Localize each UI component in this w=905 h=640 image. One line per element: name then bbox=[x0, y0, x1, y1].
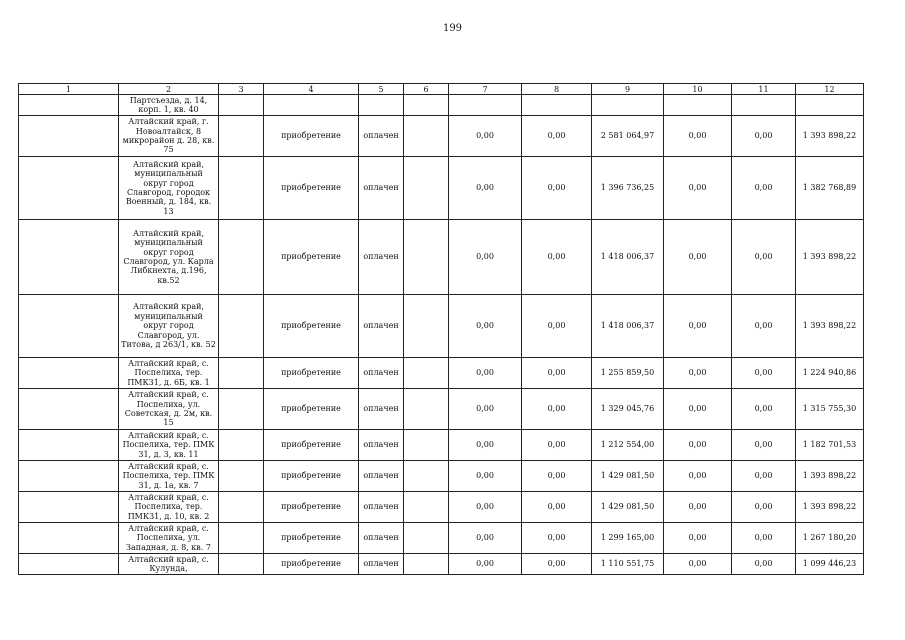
cell-col-5: оплачен bbox=[359, 295, 404, 358]
cell-col-3 bbox=[219, 358, 264, 389]
cell-col-10: 0,00 bbox=[664, 461, 732, 492]
column-header-5: 5 bbox=[359, 84, 404, 95]
cell-address: Партсъезда, д. 14, корп. 1, кв. 40 bbox=[119, 95, 219, 116]
cell-address: Алтайский край, с. Поспелиха, тер. ПМК31, д. 6Б, кв. 1 bbox=[119, 358, 219, 389]
column-number-row bbox=[19, 84, 864, 95]
cell-col-9: 1 110 551,75 bbox=[592, 554, 664, 575]
cell-col-9: 1 396 736,25 bbox=[592, 157, 664, 220]
cell-col-12 bbox=[796, 95, 864, 116]
cell-col-10: 0,00 bbox=[664, 358, 732, 389]
cell-col-4: приобретение bbox=[264, 358, 359, 389]
cell-col-12: 1 267 180,20 bbox=[796, 523, 864, 554]
column-header-11: 11 bbox=[732, 84, 796, 95]
table-row bbox=[19, 523, 864, 554]
cell-col-1 bbox=[19, 157, 119, 220]
cell-col-8: 0,00 bbox=[522, 295, 592, 358]
cell-address: Алтайский край, с. Поспелиха, тер. ПМК31, д. 10, кв. 2 bbox=[119, 492, 219, 523]
cell-col-12: 1 393 898,22 bbox=[796, 461, 864, 492]
cell-col-3 bbox=[219, 157, 264, 220]
cell-col-12: 1 393 898,22 bbox=[796, 295, 864, 358]
cell-col-3 bbox=[219, 492, 264, 523]
cell-col-10: 0,00 bbox=[664, 220, 732, 295]
cell-col-11: 0,00 bbox=[732, 157, 796, 220]
cell-col-6 bbox=[404, 116, 449, 157]
cell-col-11: 0,00 bbox=[732, 358, 796, 389]
cell-col-7: 0,00 bbox=[449, 157, 522, 220]
cell-col-4: приобретение bbox=[264, 220, 359, 295]
cell-col-9 bbox=[592, 95, 664, 116]
cell-col-9: 1 255 859,50 bbox=[592, 358, 664, 389]
cell-col-11: 0,00 bbox=[732, 220, 796, 295]
table-row bbox=[19, 461, 864, 492]
cell-col-1 bbox=[19, 389, 119, 430]
cell-col-6 bbox=[404, 220, 449, 295]
cell-col-5: оплачен bbox=[359, 116, 404, 157]
cell-col-1 bbox=[19, 116, 119, 157]
cell-col-3 bbox=[219, 523, 264, 554]
cell-col-1 bbox=[19, 492, 119, 523]
cell-col-5: оплачен bbox=[359, 554, 404, 575]
column-header-12: 12 bbox=[796, 84, 864, 95]
column-header-1: 1 bbox=[19, 84, 119, 95]
cell-col-3 bbox=[219, 389, 264, 430]
cell-col-11: 0,00 bbox=[732, 461, 796, 492]
cell-col-6 bbox=[404, 295, 449, 358]
cell-col-3 bbox=[219, 95, 264, 116]
cell-col-9: 1 429 081,50 bbox=[592, 492, 664, 523]
cell-col-7: 0,00 bbox=[449, 220, 522, 295]
cell-col-4: приобретение bbox=[264, 116, 359, 157]
cell-col-8: 0,00 bbox=[522, 461, 592, 492]
table-row bbox=[19, 389, 864, 430]
cell-col-5: оплачен bbox=[359, 523, 404, 554]
cell-col-1 bbox=[19, 95, 119, 116]
cell-col-8: 0,00 bbox=[522, 220, 592, 295]
table-row bbox=[19, 95, 864, 116]
cell-col-5: оплачен bbox=[359, 492, 404, 523]
cell-col-12: 1 393 898,22 bbox=[796, 492, 864, 523]
cell-col-1 bbox=[19, 430, 119, 461]
cell-col-11: 0,00 bbox=[732, 430, 796, 461]
cell-col-6 bbox=[404, 389, 449, 430]
cell-col-10: 0,00 bbox=[664, 430, 732, 461]
column-header-6: 6 bbox=[404, 84, 449, 95]
cell-col-4: приобретение bbox=[264, 430, 359, 461]
table-row bbox=[19, 157, 864, 220]
cell-col-3 bbox=[219, 116, 264, 157]
cell-col-11: 0,00 bbox=[732, 523, 796, 554]
cell-col-10: 0,00 bbox=[664, 157, 732, 220]
cell-col-1 bbox=[19, 220, 119, 295]
table-row bbox=[19, 554, 864, 575]
data-table bbox=[18, 83, 864, 575]
cell-address: Алтайский край, с. Поспелиха, ул. Советская, д. 2м, кв. 15 bbox=[119, 389, 219, 430]
cell-col-1 bbox=[19, 554, 119, 575]
cell-col-6 bbox=[404, 554, 449, 575]
cell-col-7: 0,00 bbox=[449, 116, 522, 157]
cell-address: Алтайский край, муниципальный округ город Славгород, ул. Карла Либкнехта, д.196, кв.52 bbox=[119, 220, 219, 295]
cell-col-7: 0,00 bbox=[449, 523, 522, 554]
cell-col-8: 0,00 bbox=[522, 116, 592, 157]
cell-col-12: 1 393 898,22 bbox=[796, 116, 864, 157]
cell-col-6 bbox=[404, 430, 449, 461]
cell-col-8: 0,00 bbox=[522, 523, 592, 554]
cell-col-5: оплачен bbox=[359, 430, 404, 461]
cell-col-6 bbox=[404, 492, 449, 523]
cell-col-5: оплачен bbox=[359, 358, 404, 389]
cell-col-12: 1 382 768,89 bbox=[796, 157, 864, 220]
table-row bbox=[19, 220, 864, 295]
cell-col-10: 0,00 bbox=[664, 554, 732, 575]
cell-col-6 bbox=[404, 157, 449, 220]
cell-col-7: 0,00 bbox=[449, 554, 522, 575]
column-header-9: 9 bbox=[592, 84, 664, 95]
cell-col-5: оплачен bbox=[359, 389, 404, 430]
cell-col-9: 1 418 006,37 bbox=[592, 220, 664, 295]
cell-col-12: 1 393 898,22 bbox=[796, 220, 864, 295]
cell-col-7: 0,00 bbox=[449, 358, 522, 389]
cell-col-11: 0,00 bbox=[732, 295, 796, 358]
cell-col-3 bbox=[219, 430, 264, 461]
cell-col-5: оплачен bbox=[359, 220, 404, 295]
cell-col-3 bbox=[219, 220, 264, 295]
cell-address: Алтайский край, муниципальный округ город Славгород, ул. Титова, д 263/1, кв. 52 bbox=[119, 295, 219, 358]
cell-col-6 bbox=[404, 358, 449, 389]
column-header-7: 7 bbox=[449, 84, 522, 95]
cell-col-10: 0,00 bbox=[664, 523, 732, 554]
cell-col-10: 0,00 bbox=[664, 116, 732, 157]
cell-col-7 bbox=[449, 95, 522, 116]
cell-col-12: 1 224 940,86 bbox=[796, 358, 864, 389]
cell-col-4: приобретение bbox=[264, 554, 359, 575]
cell-col-6 bbox=[404, 95, 449, 116]
column-header-2: 2 bbox=[119, 84, 219, 95]
cell-col-10 bbox=[664, 95, 732, 116]
cell-col-9: 1 329 045,76 bbox=[592, 389, 664, 430]
cell-col-7: 0,00 bbox=[449, 295, 522, 358]
cell-col-8: 0,00 bbox=[522, 430, 592, 461]
cell-col-7: 0,00 bbox=[449, 389, 522, 430]
cell-col-4 bbox=[264, 95, 359, 116]
column-header-10: 10 bbox=[664, 84, 732, 95]
cell-col-1 bbox=[19, 523, 119, 554]
cell-address: Алтайский край, с. Поспелиха, тер. ПМК 31, д. 1а, кв. 7 bbox=[119, 461, 219, 492]
cell-col-1 bbox=[19, 295, 119, 358]
cell-col-11: 0,00 bbox=[732, 492, 796, 523]
cell-col-9: 1 418 006,37 bbox=[592, 295, 664, 358]
cell-address: Алтайский край, с. Кулунда, bbox=[119, 554, 219, 575]
cell-col-9: 2 581 064,97 bbox=[592, 116, 664, 157]
table-row bbox=[19, 358, 864, 389]
cell-address: Алтайский край, муниципальный округ город Славгород, городок Военный, д. 184, кв. 13 bbox=[119, 157, 219, 220]
cell-col-8 bbox=[522, 95, 592, 116]
column-header-4: 4 bbox=[264, 84, 359, 95]
cell-col-12: 1 182 701,53 bbox=[796, 430, 864, 461]
cell-col-12: 1 099 446,23 bbox=[796, 554, 864, 575]
cell-col-4: приобретение bbox=[264, 523, 359, 554]
cell-col-3 bbox=[219, 295, 264, 358]
cell-col-10: 0,00 bbox=[664, 295, 732, 358]
cell-col-8: 0,00 bbox=[522, 157, 592, 220]
cell-col-7: 0,00 bbox=[449, 492, 522, 523]
cell-address: Алтайский край, с. Поспелиха, тер. ПМК 31, д. 3, кв. 11 bbox=[119, 430, 219, 461]
cell-col-1 bbox=[19, 461, 119, 492]
cell-col-3 bbox=[219, 554, 264, 575]
cell-col-7: 0,00 bbox=[449, 430, 522, 461]
cell-col-9: 1 429 081,50 bbox=[592, 461, 664, 492]
cell-col-4: приобретение bbox=[264, 295, 359, 358]
cell-col-8: 0,00 bbox=[522, 492, 592, 523]
table-body bbox=[19, 95, 864, 575]
column-header-8: 8 bbox=[522, 84, 592, 95]
cell-col-4: приобретение bbox=[264, 461, 359, 492]
cell-col-8: 0,00 bbox=[522, 358, 592, 389]
cell-col-3 bbox=[219, 461, 264, 492]
cell-col-6 bbox=[404, 523, 449, 554]
cell-col-4: приобретение bbox=[264, 492, 359, 523]
cell-col-9: 1 299 165,00 bbox=[592, 523, 664, 554]
cell-col-10: 0,00 bbox=[664, 492, 732, 523]
cell-col-9: 1 212 554,00 bbox=[592, 430, 664, 461]
cell-col-4: приобретение bbox=[264, 157, 359, 220]
cell-col-11: 0,00 bbox=[732, 554, 796, 575]
column-header-3: 3 bbox=[219, 84, 264, 95]
cell-col-5 bbox=[359, 95, 404, 116]
cell-col-7: 0,00 bbox=[449, 461, 522, 492]
cell-col-6 bbox=[404, 461, 449, 492]
table-row bbox=[19, 430, 864, 461]
table-row bbox=[19, 492, 864, 523]
cell-col-11: 0,00 bbox=[732, 116, 796, 157]
cell-col-4: приобретение bbox=[264, 389, 359, 430]
cell-col-5: оплачен bbox=[359, 157, 404, 220]
cell-col-5: оплачен bbox=[359, 461, 404, 492]
cell-col-1 bbox=[19, 358, 119, 389]
cell-col-12: 1 315 755,30 bbox=[796, 389, 864, 430]
cell-col-8: 0,00 bbox=[522, 389, 592, 430]
cell-col-11: 0,00 bbox=[732, 389, 796, 430]
cell-address: Алтайский край, с. Поспелиха, ул. Западная, д. 8, кв. 7 bbox=[119, 523, 219, 554]
table-row bbox=[19, 116, 864, 157]
cell-col-11 bbox=[732, 95, 796, 116]
cell-col-8: 0,00 bbox=[522, 554, 592, 575]
cell-address: Алтайский край, г. Новоалтайск, 8 микрорайон д. 28, кв. 75 bbox=[119, 116, 219, 157]
page-number: 199 bbox=[442, 23, 463, 34]
cell-col-10: 0,00 bbox=[664, 389, 732, 430]
table-row bbox=[19, 295, 864, 358]
